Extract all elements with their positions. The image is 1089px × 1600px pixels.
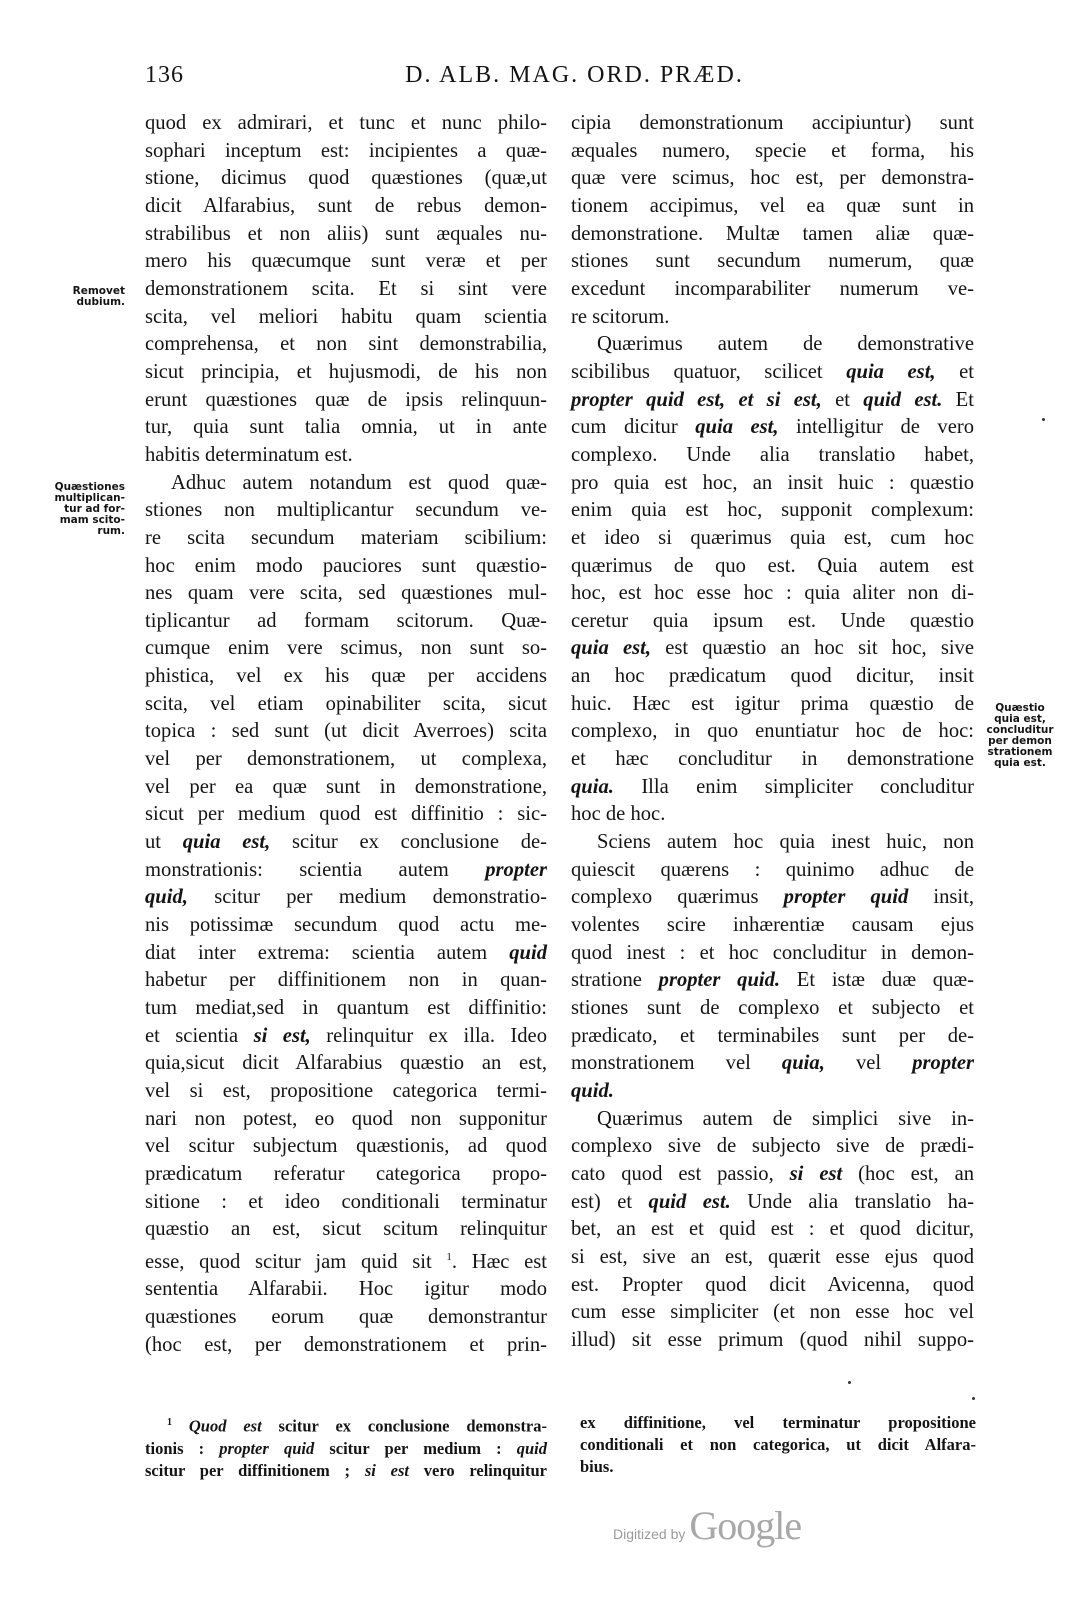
running-title: D. ALB. MAG. ORD. PRÆD. — [405, 62, 744, 88]
footnote-ref: 1 — [446, 1250, 452, 1263]
left-column — [145, 110, 547, 1359]
paragraph: Sciens autem hoc quia inest huic, non quiescit quærens : quinimo adhuc de complexo quærimus propter quid insit, volentes scire inhærentiæ causam ejus quod inest : et hoc concluditur in demon- stratione propter quid. Et istæ duæ quæ- stiones sunt de complexo et subjecto et prædicato, et terminabiles sunt per de- monstrationem vel quia, vel propter quid. — [571, 831, 974, 1102]
margin-note-removet: Removet dubium. — [72, 285, 125, 308]
speck-mark — [972, 1397, 975, 1400]
margin-note-quaestio-quia: Quæstio quia est, concluditur per demon strationem quia est. — [986, 702, 1054, 769]
digitized-watermark — [613, 1502, 801, 1552]
google-logo: Google — [689, 1503, 802, 1548]
footnote-left: $^1$ Quod est scitur ex conclusione demonstra- tionis : propter quid scitur per medium : quid scitur per diffinitionem ; si est vero relinquitur — [145, 1416, 548, 1480]
paragraph: Quærimus autem de demonstrative scibilibus quatuor, scilicet quia est, et propter quid est, et si est, et quid est. Et cum dicitur quia est, intelligitur de vero complexo. Unde alia translatio habet, pro quia est hoc, an insit huic : quæstio enim quia est hoc, supponit complexum: et ideo si quærimus quia est, cum hoc quærimus de quo est. Quia autem est hoc, est hoc esse hoc : quia aliter non di- ceretur quia ipsum est. Unde quæstio quia est, est quæstio an hoc sit hoc, sive an hoc prædicatum quod dicitur, insit huic. Hæc est igitur prima quæstio de complexo, in quo enuntiatur hoc de hoc: et hæc concluditur in demonstratione quia. Illa enim simpliciter concluditur hoc de hoc. — [571, 333, 974, 826]
footnote-right: ex diffinitione, vel terminatur propositione conditionali et non categorica, ut dicit Alfara- bius. — [580, 1413, 976, 1476]
digitized-label: Digitized by — [613, 1526, 686, 1542]
paragraph: quod ex admirari, et tunc et nunc philo- sophari inceptum est: incipientes a quæ- stione, dicimus quod quæstiones (quæ,ut dicit Alfarabius, sunt de rebus demon- strabilibus et non aliis) sunt æquales nu- mero his quæcumque sunt veræ et per demonstrationem scita. Et si sint vere scita, vel meliori habitu quam scientia comprehensa, et non sint demonstrabilia, sicut principia, et hujusmodi, de his non erunt quæstiones quæ de ipsis relinquun- tur, quia sunt talia omnia, ut in ante habitis determinatum est. — [145, 112, 547, 466]
speck-mark — [848, 1381, 851, 1384]
page-header — [0, 62, 1089, 96]
page-number: 136 — [145, 62, 184, 88]
speck-mark — [1042, 418, 1045, 421]
margin-note-quaestiones: Quæstiones multiplican- tur ad for- mam scito- rum. — [54, 481, 125, 537]
paragraph: Quærimus autem de simplici sive in- complexo sive de subjecto sive de prædi- cato quod est passio, si est (hoc est, an est) et quid est. Unde alia translatio ha- bet, an est et quid est : et quod dicitur, si est, sive an est, quærit esse ejus quod est. Propter quod dicit Avicenna, quod cum esse simpliciter (et non esse hoc vel illud) sit esse primum (quod nihil suppo- — [571, 1107, 975, 1351]
paragraph: Adhuc autem notandum est quod quæ- stiones non multiplicantur secundum ve- re scita secundum materiam scibilium: hoc enim modo pauciores sunt quæstio- nes quam vere scita, sed quæstiones mul- tiplicantur ad formam scitorum. Quæ- cumque enim vere scimus, non sunt so- phistica, vel ex his quæ per accidens scita, vel etiam opinabiliter scita, sicut topica : sed sunt (ut dicit Averroes) scita vel per demonstrationem, ut complexa, vel per ea quæ sunt in demonstratione, sicut per medium quod est diffinitio : sic- ut quia est, scitur ex conclusione de- monstrationis: scientia autem propter quid, scitur per medium demonstratio- nis potissimæ secundum quod actu me- diat inter extrema: scientia autem quid habetur per diffinitionem non in quan- tum mediat,sed in quantum est diffinitio: et scientia si est, relinquitur ex illa. Ideo quia,sicut dicit Alfarabius quæstio an est, vel si est, propositione categorica termi- nari non potest, eo quod non supponitur vel scitur subjectum quæstionis, ad quod prædicatum referatur categorica propo- sitione : et ideo conditionali terminatur quæstio an est, sicut scitum relinquitur esse, quod scitur jam quid sit $^1$. Hæc est sententia Alfarabii. Hoc igitur modo quæstiones eorum quæ demonstrantur (hoc est, per demonstrationem et prin- — [145, 471, 547, 1356]
paragraph: cipia demonstrationum accipiuntur) sunt æquales numero, specie et forma, his quæ vere scimus, hoc est, per demonstra- tionem accipimus, vel ea quæ sunt in demonstratione. Multæ tamen aliæ quæ- stiones sunt secundum numerum, quæ excedunt incomparabiliter numerum ve- re scitorum. — [571, 112, 974, 328]
right-column — [571, 110, 974, 1355]
